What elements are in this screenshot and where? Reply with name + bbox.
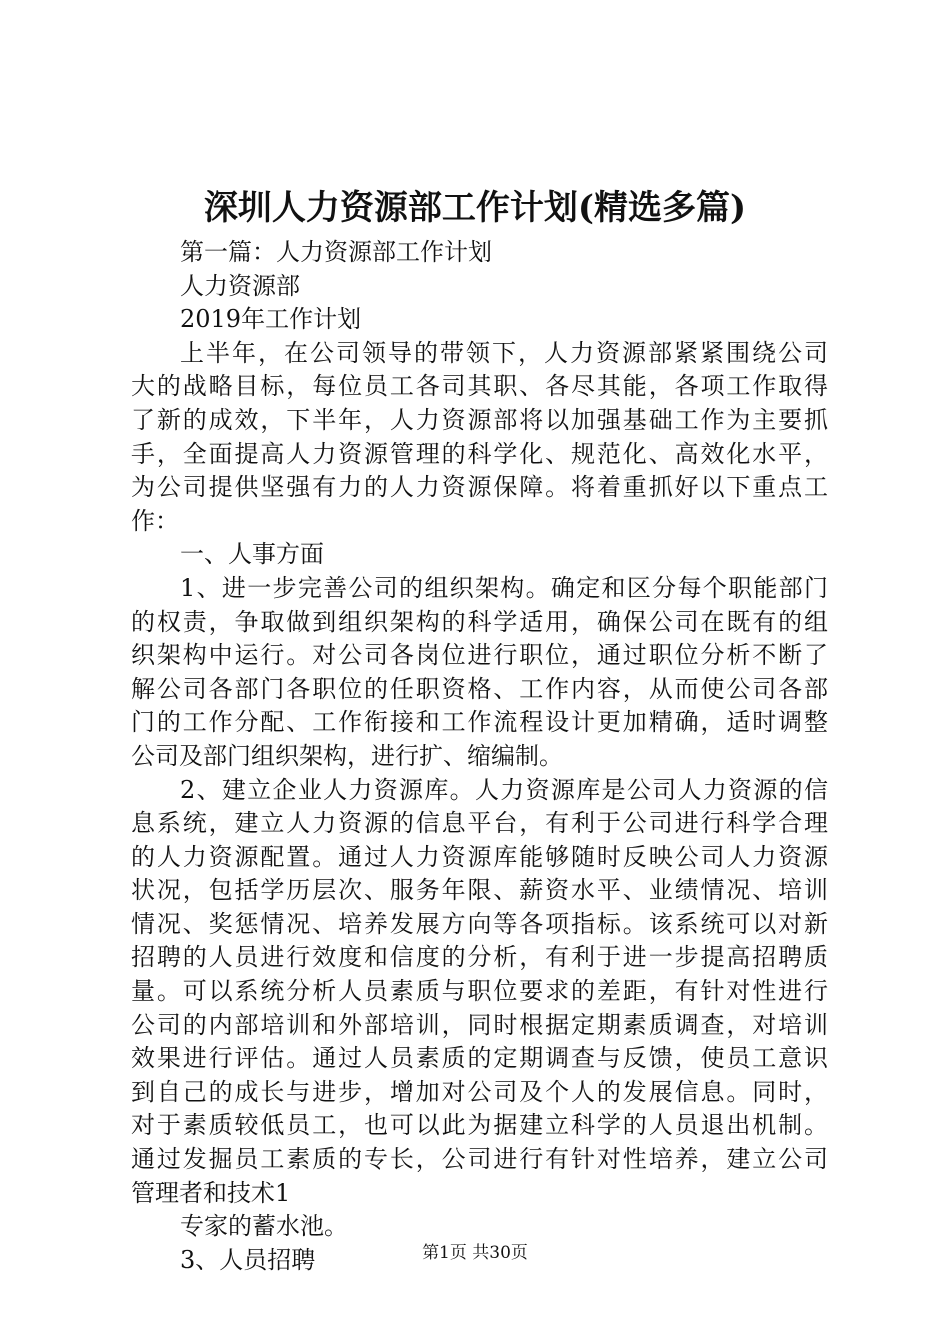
text-line: 作： (131, 506, 179, 535)
text-line: 管理者和技术1 (131, 1178, 291, 1207)
text-line: 的权责，争取做到组织架构的科学适用，确保公司在既有的组 (131, 607, 828, 636)
text-line: 人力资源部 (180, 271, 300, 300)
text-line: 息系统，建立人力资源的信息平台，有利于公司进行科学合理 (131, 809, 828, 838)
text-line: 公司及部门组织架构，进行扩、缩编制。 (131, 741, 563, 770)
document-title: 深圳人力资源部工作计划(精选多篇) (203, 188, 747, 228)
text-line: 专家的蓄水池。 (180, 1212, 348, 1241)
text-line: 织架构中运行。对公司各岗位进行职位，通过职位分析不断了 (131, 641, 828, 670)
text-line: 手，全面提高人力资源管理的科学化、规范化、高效化水平， (131, 439, 828, 468)
text-line: 到自己的成长与进步，增加对公司及个人的发展信息。同时， (131, 1077, 828, 1106)
text-line: 为公司提供坚强有力的人力资源保障。将着重抓好以下重点工 (131, 473, 828, 502)
text-line: 门的工作分配、工作衔接和工作流程设计更加精确，适时调整 (131, 708, 828, 737)
text-line: 状况，包括学历层次、服务年限、薪资水平、业绩情况、培训 (131, 876, 828, 905)
text-line: 情况、奖惩情况、培养发展方向等各项指标。该系统可以对新 (131, 909, 828, 938)
text-line: 效果进行评估。通过人员素质的定期调查与反馈，使员工意识 (131, 1044, 828, 1073)
text-line: 1、进一步完善公司的组织架构。确定和区分每个职能部门 (180, 573, 828, 602)
text-line: 招聘的人员进行效度和信度的分析，有利于进一步提高招聘质 (131, 943, 828, 972)
text-line: 对于素质较低员工，也可以此为据建立科学的人员退出机制。 (131, 1111, 828, 1140)
text-line: 2019年工作计划 (180, 305, 362, 334)
text-line: 解公司各部门各职位的任职资格、工作内容，从而使公司各部 (131, 674, 828, 703)
text-line: 量。可以系统分析人员素质与职位要求的差距，有针对性进行 (131, 977, 828, 1006)
text-line: 了新的成效，下半年，人力资源部将以加强基础工作为主要抓 (131, 405, 828, 434)
text-line: 一、人事方面 (180, 540, 324, 569)
text-line: 上半年，在公司领导的带领下，人力资源部紧紧围绕公司 (180, 338, 828, 367)
text-line: 的人力资源配置。通过人力资源库能够随时反映公司人力资源 (131, 842, 828, 871)
page-footer: 第1页 共30页 (422, 1243, 528, 1263)
text-line: 2、建立企业人力资源库。人力资源库是公司人力资源的信 (180, 775, 828, 804)
text-line: 大的战略目标，每位员工各司其职、各尽其能，各项工作取得 (131, 372, 828, 401)
text-line: 3、人员招聘 (180, 1245, 316, 1274)
text-line: 公司的内部培训和外部培训，同时根据定期素质调查，对培训 (131, 1010, 828, 1039)
text-line: 通过发掘员工素质的专长，公司进行有针对性培养，建立公司 (131, 1145, 828, 1174)
text-line: 第一篇：人力资源部工作计划 (180, 238, 492, 266)
document-body (131, 236, 828, 1277)
